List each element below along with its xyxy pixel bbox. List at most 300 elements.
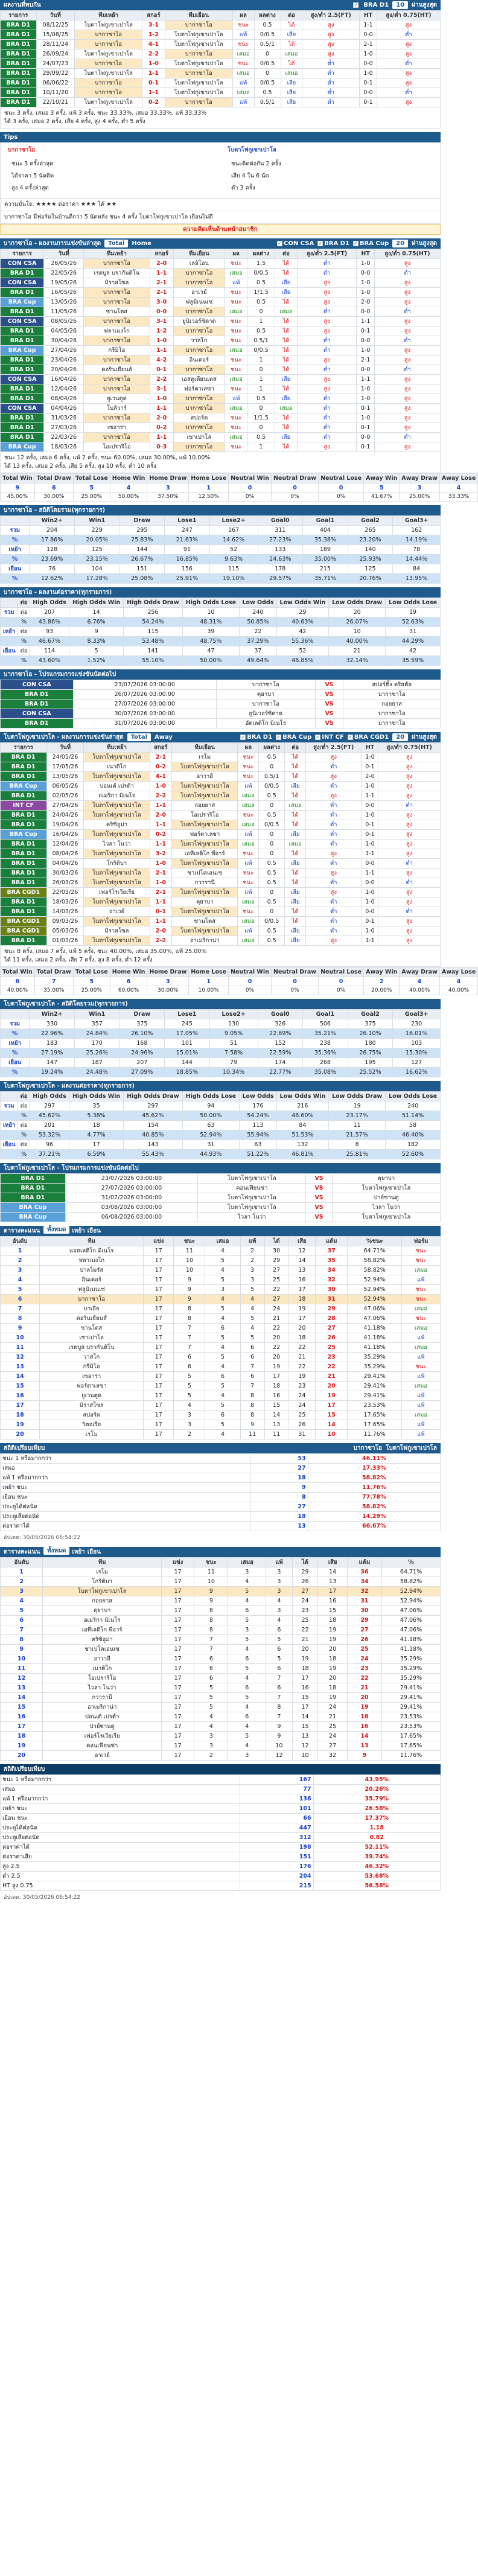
tab-total-away[interactable]: Total <box>127 733 151 741</box>
away-recent-row[interactable] <box>1 917 441 926</box>
home-next-cell[interactable]: บากาซาโอ <box>216 680 315 690</box>
home-recent-row[interactable] <box>1 336 441 346</box>
h2h-cell[interactable]: บากาซาโอ <box>75 88 142 98</box>
home-recent-row[interactable] <box>1 355 441 365</box>
standings2-cell[interactable]: ปาย์ซานดู <box>43 1722 162 1732</box>
tips-banner[interactable]: ความคิดเห็นด้านหน้าสมาชิก <box>0 224 441 235</box>
home-recent-row[interactable] <box>1 259 441 269</box>
standings1-row[interactable] <box>1 1256 441 1266</box>
away-recent-cell[interactable]: โบตาโฟกูเซาเปาโล <box>172 926 238 936</box>
away-next-cell[interactable]: โบตาโฟกูเซาเปาโล <box>332 1213 440 1222</box>
h2h-row[interactable] <box>1 21 441 30</box>
away-next-row[interactable] <box>1 1193 441 1203</box>
home-recent-cell[interactable]: บากาซาโอ <box>84 298 150 307</box>
away-recent-cell[interactable]: เอทีเลติโก พีอาร์ <box>172 849 238 859</box>
standings2-row[interactable] <box>1 1577 441 1587</box>
away-next-cell[interactable]: ปาย์ซานดู <box>332 1193 440 1203</box>
standings2-row[interactable] <box>1 1625 441 1635</box>
home-next-cell[interactable]: บากาซาโอ <box>343 719 441 728</box>
h2h-cell[interactable]: โบตาโฟกูเซาเปาโล <box>75 21 142 30</box>
away-recent-cell[interactable]: อาวาอี <box>172 772 238 782</box>
away-recent-row[interactable] <box>1 878 441 888</box>
away-next-cell[interactable]: ไวลา โนว่า <box>332 1203 440 1213</box>
away-recent-row[interactable] <box>1 897 441 907</box>
standings1-cell[interactable]: คอรินเธียนส์ <box>40 1314 144 1324</box>
home-recent-cell[interactable]: เอสตูเดียนเตส <box>173 375 225 384</box>
away-recent-row[interactable] <box>1 869 441 878</box>
away-recent-row[interactable] <box>1 888 441 897</box>
home-recent-cell[interactable]: ฟอร์ตาเลซา <box>173 384 225 394</box>
home-filter[interactable] <box>277 238 314 249</box>
standings2-cell[interactable]: อาวาอี <box>43 1654 162 1664</box>
home-next-row[interactable] <box>1 709 441 719</box>
h2h-cell[interactable]: โบตาโฟกูเซาเปาโล <box>165 88 232 98</box>
home-recent-cell: สูง <box>375 298 441 307</box>
standings1-row[interactable] <box>1 1275 441 1285</box>
standings1-row[interactable] <box>1 1411 441 1420</box>
away-recent-cell[interactable]: โบตาโฟกูเซาเปาโล <box>84 772 150 782</box>
standings1-cell[interactable]: บากาซาโอ <box>40 1295 144 1304</box>
away-recent-cell[interactable]: โบตาโฟกูเซาเปาโล <box>172 840 238 849</box>
home-recent-cell[interactable]: บากาซาโอ <box>173 404 225 413</box>
home-recent-row[interactable] <box>1 307 441 317</box>
standings2-cell[interactable]: ชาเปโคเอนเซ <box>43 1645 162 1654</box>
home-recent-cell[interactable]: บากาซาโอ <box>173 269 225 278</box>
standings1-row[interactable] <box>1 1343 441 1353</box>
home-filter[interactable] <box>353 238 389 249</box>
away-recent-cell[interactable]: โบตาโฟกูเซาเปาโล <box>84 936 150 946</box>
away-recent-cell[interactable]: โบตาโฟกูเซาเปาโล <box>84 869 150 878</box>
away-recent-row[interactable] <box>1 811 441 820</box>
away-recent-cell[interactable]: เนาติโก <box>84 762 150 772</box>
standings2-cell[interactable]: โอเปราริโอ <box>43 1674 162 1683</box>
away-recent-cell[interactable]: ฟอร์ตาเลซา <box>172 830 238 840</box>
away-recent-cell[interactable]: โบตาโฟกูเซาเปาโล <box>172 782 238 791</box>
h2h-cell[interactable]: บากาซาโอ <box>75 40 142 49</box>
standings2-tab[interactable]: ทั้งหมด <box>43 1547 69 1555</box>
away-next-cell[interactable]: โบตาโฟกูเซาเปาโล <box>332 1184 440 1193</box>
home-handicap-header-cell <box>1 598 18 608</box>
h2h-cell[interactable]: บากาซาโอ <box>75 30 142 40</box>
standings2-row[interactable] <box>1 1741 441 1751</box>
standings1-row[interactable] <box>1 1372 441 1382</box>
away-recent-cell[interactable]: โบตาโฟกูเซาเปาโล <box>172 791 238 801</box>
home-recent-cell[interactable]: สปอร์ต <box>173 413 225 423</box>
home-recent-cell[interactable]: บากาซาโอ <box>84 355 150 365</box>
standings1-cell[interactable]: วิตอเรีย <box>40 1420 144 1430</box>
home-recent-cell[interactable]: บากาซาโอ <box>173 442 225 452</box>
away-recent-cell[interactable]: โกริติบา <box>84 859 150 869</box>
home-next-row[interactable] <box>1 719 441 728</box>
h2h-row[interactable] <box>1 69 441 78</box>
home-next-cell[interactable]: กอยยาส <box>343 700 441 709</box>
away-recent-cell[interactable]: โบตาโฟกูเซาเปาโล <box>172 859 238 869</box>
home-recent-row[interactable] <box>1 433 441 442</box>
away-recent-row[interactable] <box>1 840 441 849</box>
away-recent-row[interactable] <box>1 830 441 840</box>
away-recent-row[interactable] <box>1 849 441 859</box>
standings2-cell[interactable]: เนาติโก <box>43 1664 162 1674</box>
h2h-cell[interactable]: โบตาโฟกูเซาเปาโล <box>165 59 232 69</box>
away-recent-cell[interactable]: คริซิอูม่า <box>84 820 150 830</box>
home-recent-cell: ได้ <box>275 423 297 433</box>
away-count-select[interactable]: 20 <box>392 733 408 741</box>
standings2-cell[interactable]: โบตาโฟกูเซาเปาโล <box>43 1587 162 1596</box>
home-recent-cell[interactable]: วาสโก <box>173 336 225 346</box>
standings1-cell[interactable]: เรโม <box>40 1430 144 1439</box>
home-recent-cell[interactable]: ยูนิเวอร์ซิดาด <box>173 317 225 327</box>
h2h-cell[interactable]: บากาซาโอ <box>75 59 142 69</box>
h2h-cell[interactable]: โบตาโฟกูเซาเปาโล <box>75 98 142 107</box>
away-recent-cell[interactable]: โบตาโฟกูเซาเปาโล <box>84 830 150 840</box>
standings1-row[interactable] <box>1 1314 441 1324</box>
standings2-cell[interactable]: เฟอร์โรเวียเรีย <box>43 1732 162 1741</box>
standings1-row[interactable] <box>1 1304 441 1314</box>
standings1-row[interactable] <box>1 1353 441 1362</box>
standings1-cell[interactable]: สปอร์ต <box>40 1411 144 1420</box>
away-recent-cell[interactable]: ปอนเต้ เปรต้า <box>84 782 150 791</box>
home-recent-cell[interactable]: บากาซาโอ <box>173 394 225 404</box>
away-recent-row[interactable] <box>1 762 441 772</box>
h2h-cell[interactable]: บากาซาโอ <box>75 78 142 88</box>
home-next-cell[interactable]: บากาซาโอ <box>343 690 441 700</box>
tab-home[interactable]: Home <box>132 240 151 247</box>
standings2-row[interactable] <box>1 1567 441 1577</box>
away-recent-row[interactable] <box>1 801 441 811</box>
home-recent-row[interactable] <box>1 423 441 433</box>
standings1-row[interactable] <box>1 1333 441 1343</box>
home-recent-row[interactable] <box>1 278 441 288</box>
h2h-row[interactable] <box>1 88 441 98</box>
away-recent-cell[interactable]: โบตาโฟกูเซาเปาโล <box>84 897 150 907</box>
standings1-cell[interactable]: ฟลูมิเนนเซ่ <box>40 1285 144 1295</box>
h2h-cell[interactable]: บากาซาโอ <box>165 69 232 78</box>
home-recent-cell[interactable]: บากาซาโอ <box>84 413 150 423</box>
away-recent-cell[interactable]: โบตาโฟกูเซาเปาโล <box>84 849 150 859</box>
standings1-cell[interactable]: ฟลาเมงโก <box>40 1256 144 1266</box>
away-next-row[interactable] <box>1 1213 441 1222</box>
standings1-cell[interactable]: ปาลไมรัส <box>40 1266 144 1275</box>
away-recent-cell[interactable]: ชาเปโคเอนเซ <box>172 869 238 878</box>
standings2-row[interactable] <box>1 1722 441 1732</box>
home-next-cell[interactable]: บากาซาโอ <box>216 700 315 709</box>
home-recent-cell[interactable]: ฟลาเมงโก <box>84 327 150 336</box>
h2h-cell[interactable]: บากาซาโอ <box>165 98 232 107</box>
filter-checkbox[interactable] <box>276 735 281 740</box>
away-recent-cell[interactable]: เรโม <box>172 753 238 762</box>
home-recent-cell[interactable]: เลอิโอน <box>173 259 225 269</box>
standings2-row[interactable] <box>1 1732 441 1741</box>
filter-checkbox[interactable] <box>240 735 246 740</box>
home-next-row[interactable] <box>1 700 441 709</box>
h2h-row[interactable] <box>1 49 441 59</box>
standings2-cell[interactable]: คุยาบา <box>43 1606 162 1616</box>
standings1-row[interactable] <box>1 1295 441 1304</box>
home-recent-cell[interactable]: อาเวย์ <box>173 288 225 298</box>
standings2-cell[interactable]: เรโม <box>43 1567 162 1577</box>
home-recent-row[interactable] <box>1 346 441 355</box>
away-recent-cell[interactable]: โบตาโฟกูเซาเปาโล <box>84 801 150 811</box>
standings2-row[interactable] <box>1 1703 441 1712</box>
standings1-cell[interactable]: วาสโก <box>40 1353 144 1362</box>
standings2-cell[interactable]: อาเมริกาน่า <box>43 1703 162 1712</box>
h2h-row[interactable] <box>1 30 441 40</box>
home-recent-cell[interactable]: โบลิวาร์ <box>84 404 150 413</box>
home-next-cell[interactable]: สปอร์ติ้ง คริสตัล <box>343 680 441 690</box>
h2h-cell[interactable]: โบตาโฟกูเซาเปาโล <box>165 78 232 88</box>
away-recent-row[interactable] <box>1 772 441 782</box>
standings2-cell[interactable]: กอยยาส <box>43 1596 162 1606</box>
home-recent-cell[interactable]: บากาซาโอ <box>84 288 150 298</box>
standings1-tab[interactable]: เหย้า <box>72 1228 85 1234</box>
away-recent-cell[interactable]: โบตาโฟกูเซาเปาโล <box>84 917 150 926</box>
home-recent-cell[interactable]: บากาซาโอ <box>84 433 150 442</box>
standings1-cell[interactable]: เรดบูล บรากันติโน <box>40 1343 144 1353</box>
home-recent-cell[interactable]: มิราสโซล <box>84 278 150 288</box>
standings2-cell[interactable]: โกริติบา <box>43 1577 162 1587</box>
home-recent-cell[interactable]: ฟลูมิเนนเซ่ <box>173 298 225 307</box>
h2h-cell[interactable]: โบตาโฟกูเซาเปาโล <box>75 49 142 59</box>
standings2-row[interactable] <box>1 1674 441 1683</box>
home-recent-cell[interactable]: บากาซาโอ <box>173 346 225 355</box>
standings2-row[interactable] <box>1 1712 441 1722</box>
home-recent-row[interactable] <box>1 288 441 298</box>
standings2-row[interactable] <box>1 1587 441 1596</box>
standings2-row[interactable] <box>1 1683 441 1693</box>
home-next-cell[interactable]: คุยาบา <box>216 690 315 700</box>
away-recent-cell[interactable]: โบตาโฟกูเซาเปาโล <box>84 811 150 820</box>
h2h-row[interactable] <box>1 78 441 88</box>
home-recent-cell[interactable]: ซานโตส <box>84 307 150 317</box>
filter-checkbox[interactable] <box>317 241 323 246</box>
home-recent-row[interactable] <box>1 317 441 327</box>
standings1-cell[interactable]: เซาเปาโล <box>40 1333 144 1343</box>
away-recent-row[interactable] <box>1 926 441 936</box>
home-recent-cell[interactable]: บากาซาโอ <box>84 384 150 394</box>
away-recent-cell[interactable]: โบตาโฟกูเซาเปาโล <box>84 753 150 762</box>
tab-away[interactable]: Away <box>155 734 173 741</box>
home-recent-cell[interactable]: บากาซาโอ <box>84 317 150 327</box>
standings1-tab[interactable]: เยือน <box>87 1228 101 1234</box>
standings1-row[interactable] <box>1 1430 441 1439</box>
standings2-cell: 14 <box>292 1712 318 1722</box>
home-recent-cell[interactable]: บากาซาโอ <box>173 278 225 288</box>
away-next-cell[interactable]: โบตาโฟกูเซาเปาโล <box>198 1193 306 1203</box>
home-recent-row[interactable] <box>1 327 441 336</box>
away-recent-cell[interactable]: อเมริกา มิเนโร <box>84 791 150 801</box>
away-recent-cell[interactable]: เฟอร์โรเวียเรีย <box>84 888 150 897</box>
standings2-row[interactable] <box>1 1596 441 1606</box>
standings1-cell[interactable]: บาเอีย <box>40 1304 144 1314</box>
h2h-count-select[interactable]: 10 <box>392 1 408 9</box>
home-recent-row[interactable] <box>1 298 441 307</box>
standings1-row[interactable] <box>1 1324 441 1333</box>
home-recent-cell[interactable]: บากาซาโอ <box>84 336 150 346</box>
home-recent-cell[interactable]: คอรินเธียนส์ <box>84 365 150 375</box>
standings2-row[interactable] <box>1 1616 441 1625</box>
standings1-cell[interactable]: ฟอร์ตาเลซา <box>40 1382 144 1391</box>
standings1-cell[interactable]: มิราสโซล <box>40 1401 144 1411</box>
standings2-tab[interactable]: เยือน <box>87 1549 101 1555</box>
home-recent-cell[interactable]: กรีมิโอ <box>84 346 150 355</box>
home-recent-cell[interactable]: บากาซาโอ <box>84 375 150 384</box>
away-recent-cell: สูง <box>378 888 441 897</box>
standings2-cell[interactable]: อเมริกา มิเนโร <box>43 1616 162 1625</box>
h2h-cell[interactable]: โบตาโฟกูเซาเปาโล <box>165 40 232 49</box>
away-recent-cell[interactable]: มิราสโซล <box>84 926 150 936</box>
standings1-row[interactable] <box>1 1285 441 1295</box>
away-recent-cell[interactable]: คุยาบา <box>172 897 238 907</box>
standings1-row[interactable] <box>1 1362 441 1372</box>
home-recent-row[interactable] <box>1 413 441 423</box>
away-recent-row[interactable] <box>1 859 441 869</box>
standings1-header <box>0 1226 441 1236</box>
filter-checkbox[interactable] <box>315 735 320 740</box>
away-next-cell[interactable]: คุยาบา <box>332 1174 440 1184</box>
away-recent-row[interactable] <box>1 753 441 762</box>
away-next-row[interactable] <box>1 1174 441 1184</box>
standings1-cell[interactable]: ยูเวนตูด <box>40 1391 144 1401</box>
h2h-cell[interactable]: โบตาโฟกูเซาเปาโล <box>75 69 142 78</box>
home-next-cell[interactable]: บากาซาโอ <box>343 709 441 719</box>
standings2-tab[interactable]: เหย้า <box>72 1549 85 1555</box>
standings2-cell[interactable]: ไวลา โนว่า <box>43 1683 162 1693</box>
home-recent-cell[interactable]: เซาเปาโล <box>173 433 225 442</box>
away-next-row[interactable] <box>1 1203 441 1213</box>
home-recent-row[interactable] <box>1 384 441 394</box>
standings2-cell[interactable]: ปอนเต้ เปรต้า <box>43 1712 162 1722</box>
standings1-row[interactable] <box>1 1246 441 1256</box>
h2h-row[interactable] <box>1 59 441 69</box>
home-recent-cell[interactable]: เรดบูล บรากันติโน <box>84 269 150 278</box>
home-recent-cell[interactable]: เซอาร่า <box>84 423 150 433</box>
away-recent-row[interactable] <box>1 782 441 791</box>
home-recent-row[interactable] <box>1 365 441 375</box>
home-recent-row[interactable] <box>1 375 441 384</box>
filter-checkbox[interactable] <box>277 241 282 246</box>
h2h-cell[interactable]: บากาซาโอ <box>165 21 232 30</box>
standings2-row[interactable] <box>1 1654 441 1664</box>
away-filter[interactable] <box>315 732 344 742</box>
standings2-cell[interactable]: อาเวย์ <box>43 1751 162 1761</box>
away-recent-cell[interactable]: อาเวย์ <box>84 907 150 917</box>
away-filter[interactable] <box>240 732 272 742</box>
home-recent-row[interactable] <box>1 269 441 278</box>
standings2-row[interactable] <box>1 1635 441 1645</box>
standings2-cell[interactable]: กวารานี <box>43 1693 162 1703</box>
standings2-row[interactable] <box>1 1664 441 1674</box>
standings1-row[interactable] <box>1 1266 441 1275</box>
home-recent-row[interactable] <box>1 442 441 452</box>
h2h-row[interactable] <box>1 40 441 49</box>
away-recent-cell[interactable]: ไวลา โนว่า <box>84 840 150 849</box>
away-recent-cell[interactable]: โบตาโฟกูเซาเปาโล <box>172 888 238 897</box>
standings1-cell[interactable]: ซานโตส <box>40 1324 144 1333</box>
away-goals-cell: 27.09% <box>119 1068 165 1077</box>
away-recent-cell[interactable]: โอเปราริโอ <box>172 811 238 820</box>
standings2-row[interactable] <box>1 1606 441 1616</box>
away-next-cell[interactable]: โบตาโฟกูเซาเปาโล <box>198 1203 306 1213</box>
home-recent-cell[interactable]: บากาซาโอ <box>84 259 150 269</box>
standings2-cell[interactable]: คริซิอูม่า <box>43 1635 162 1645</box>
away-recent-row[interactable] <box>1 907 441 917</box>
home-filter[interactable] <box>317 238 349 249</box>
home-goals-header-cell: Draw <box>119 516 165 526</box>
standings2-cell[interactable]: เอทีเลติโก พีอาร์ <box>43 1625 162 1635</box>
standings1-cell[interactable]: อินเตอร์ <box>40 1275 144 1285</box>
home-recent-cell[interactable]: บากาซาโอ <box>173 307 225 317</box>
filter-checkbox[interactable] <box>353 241 358 246</box>
filter-checkbox[interactable] <box>348 735 353 740</box>
h2h-cell[interactable]: บากาซาโอ <box>165 49 232 59</box>
h2h-team-select[interactable]: BRA D1 <box>363 2 389 8</box>
h2h-row[interactable] <box>1 98 441 107</box>
away-filter[interactable] <box>276 732 311 742</box>
standings1-row[interactable] <box>1 1382 441 1391</box>
away-recent-cell[interactable]: โบตาโฟกูเซาเปาโล <box>172 907 238 917</box>
away-recent-cell[interactable]: กวารานี <box>172 878 238 888</box>
standings2-row[interactable] <box>1 1751 441 1761</box>
home-next-cell[interactable]: อัตเลติโก มิเนโร <box>216 719 315 728</box>
standings1-tab[interactable]: ทั้งหมด <box>43 1226 69 1234</box>
tab-total[interactable]: Total <box>104 240 128 247</box>
away-recent-row[interactable] <box>1 820 441 830</box>
away-recent-row[interactable] <box>1 936 441 946</box>
home-recent-cell: 1/1.5 <box>247 288 275 298</box>
filter-checkbox[interactable] <box>353 2 358 8</box>
away-next-cell[interactable]: ไวลา โนว่า <box>198 1213 306 1222</box>
standings1-cell[interactable]: เซอาร่า <box>40 1372 144 1382</box>
away-recent-cell[interactable]: โบตาโฟกูเซาเปาโล <box>172 820 238 830</box>
away-recent-cell[interactable]: ซานโตส <box>172 917 238 926</box>
standings1-row[interactable] <box>1 1401 441 1411</box>
home-recent-cell[interactable]: บากาซาโอ <box>173 327 225 336</box>
away-recent-cell[interactable]: โบตาโฟกูเซาเปาโล <box>84 878 150 888</box>
standings1-cell[interactable]: แอตเลติโก มิเนโร <box>40 1246 144 1256</box>
home-count-select[interactable]: 20 <box>392 240 408 247</box>
home-recent-cell[interactable]: บากาซาโอ <box>173 423 225 433</box>
home-next-cell[interactable]: ยูนิเวอร์ซิดาด <box>216 709 315 719</box>
standings1-cell[interactable]: กรีมิโอ <box>40 1362 144 1372</box>
standings1-row[interactable] <box>1 1391 441 1401</box>
standings2-row[interactable] <box>1 1645 441 1654</box>
away-next-row[interactable] <box>1 1184 441 1193</box>
away-recent-cell: BRA CGD1 <box>1 917 47 926</box>
home-next-row[interactable] <box>1 690 441 700</box>
home-recent-cell[interactable]: บากาซาโอ <box>173 365 225 375</box>
away-next-cell[interactable]: โบตาโฟกูเซาเปาโล <box>198 1174 306 1184</box>
h2h-cell: BRA D1 <box>1 49 37 59</box>
standings1-row[interactable] <box>1 1420 441 1430</box>
home-recent-cell[interactable]: อินเตอร์ <box>173 355 225 365</box>
away-recent-cell[interactable]: อาเมริกาน่า <box>172 936 238 946</box>
h2h-cell[interactable]: โบตาโฟกูเซาเปาโล <box>165 30 232 40</box>
home-recent-cell[interactable]: โอเปราริโอ <box>84 442 150 452</box>
home-next-row[interactable] <box>1 680 441 690</box>
home-recent-row[interactable] <box>1 394 441 404</box>
away-recent-cell[interactable]: กอยยาส <box>172 801 238 811</box>
home-recent-row[interactable] <box>1 404 441 413</box>
standings2-row[interactable] <box>1 1693 441 1703</box>
away-filter[interactable] <box>348 732 389 742</box>
away-recent-row[interactable] <box>1 791 441 801</box>
away-recent-cell[interactable]: โบตาโฟกูเซาเปาโล <box>172 762 238 772</box>
away-goals-header-cell: Lose2+ <box>209 1010 258 1019</box>
standings2-cell[interactable]: คอนเฟียนซ่า <box>43 1741 162 1751</box>
standings1-cell: 17 <box>144 1304 174 1314</box>
home-recent-cell[interactable]: ยูเวนตูด <box>84 394 150 404</box>
away-next-cell[interactable]: คอนเฟียนซ่า <box>198 1184 306 1193</box>
